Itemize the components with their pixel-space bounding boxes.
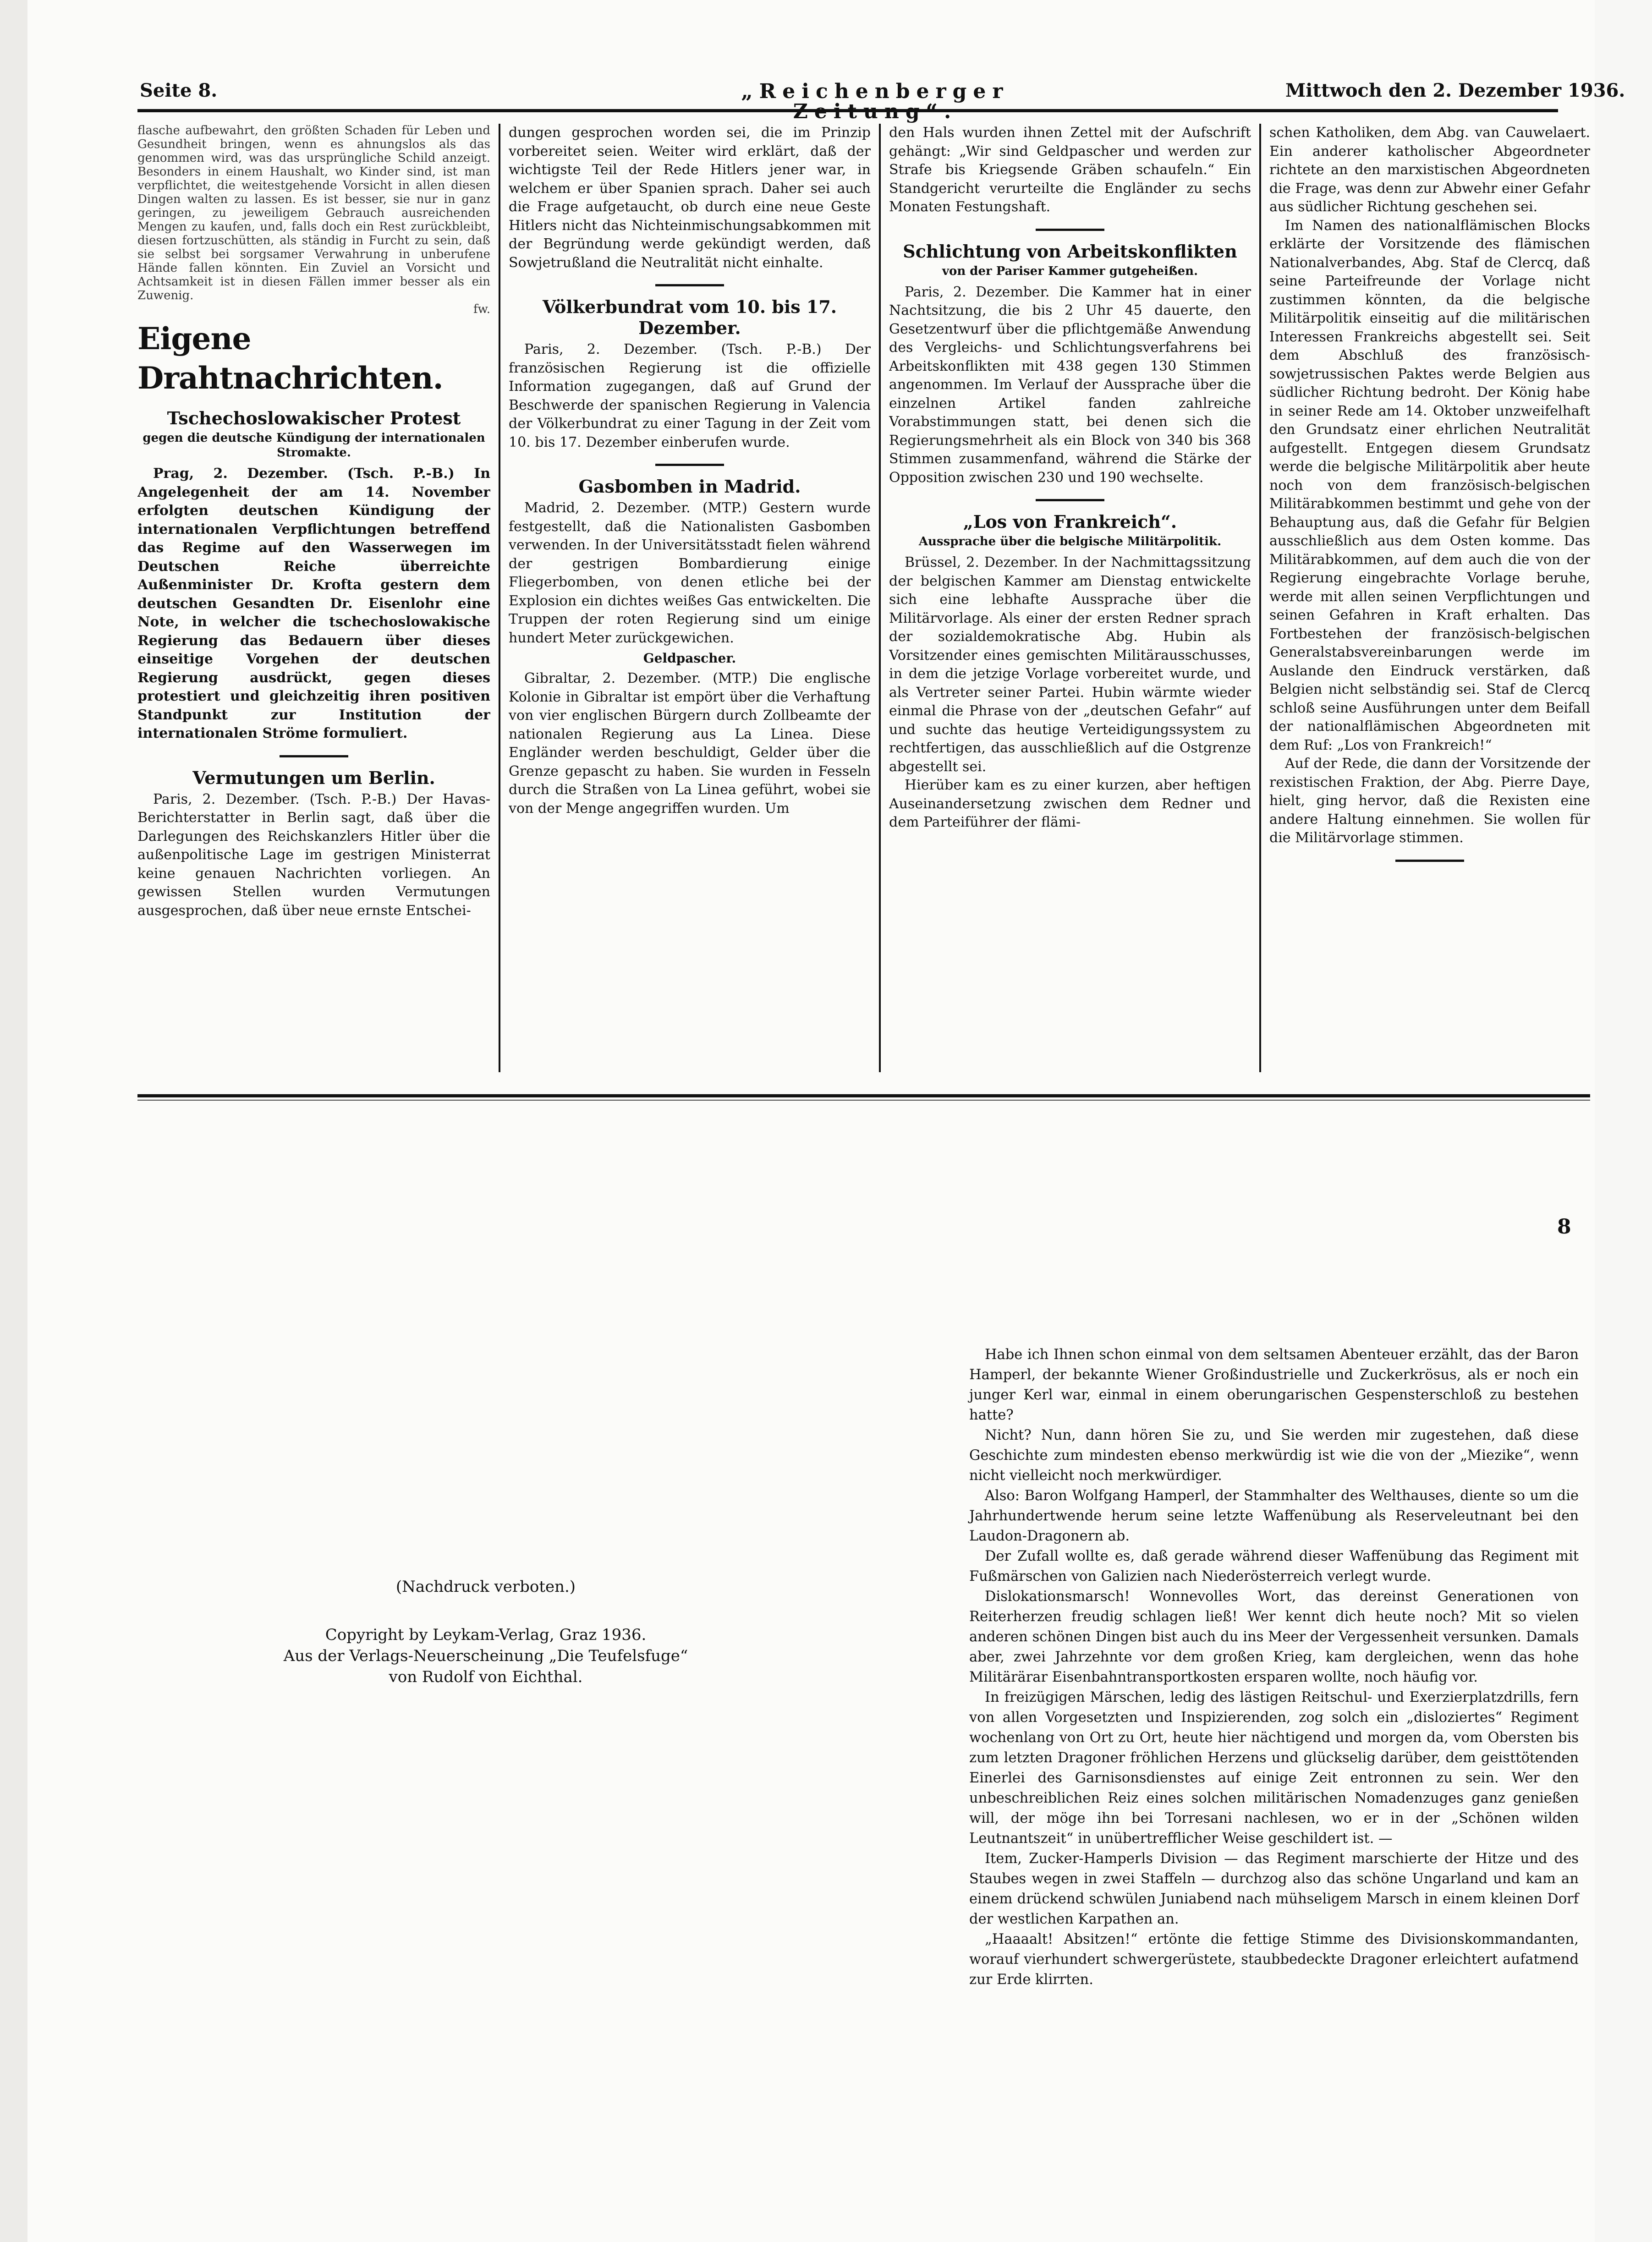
article-divider [655, 284, 724, 286]
page-number: Seite 8. [140, 80, 218, 101]
section-heading: Eigene Drahtnachrichten. [137, 321, 443, 396]
column-rule [879, 124, 881, 1072]
article-divider [1036, 499, 1104, 501]
column-rule [1259, 124, 1261, 1072]
article-title-berlin: Vermutungen um Berlin. [192, 767, 435, 788]
article-text-schlichtung: Paris, 2. Dezember. Die Kammer hat in einer Nachtsitzung, die bis 2 Uhr 45 dauerte, den Gesetzentwurf über die pflichtgemäße Anwendung des Vergleichs- und Schlichtungsverfahrens bei Arbeitskonflikten mit 438 gegen 130 Stimmen angenommen. Im Verlauf der Aussprache über die einzelnen Artikel fanden zahlreiche Vorabstimmungen statt, bei denen sich die Regierungsmehrheit als ein Block von 340 bis 368 Stimmen zusammenfand, während die Stärke der Opposition zwischen 230 und 190 wechselte. [889, 284, 1251, 486]
story-paragraph: In freizügigen Märschen, ledig des lästigen Reitschul- und Exerzierplatzdrills, fern von allen Vorgesetzten und Inspizierenden, zog solch ein „disloziertes“ Regiment wochenlang von Ort zu Ort, heute hier nächtigend und morgen da, vom Obersten bis zum letzten Dragoner fröhlichen Herzens und glückselig darüber, dem geisttötenden Einerlei des Garnisonsdienstes auf einige Zeit entronnen zu sein. Wer den unbeschreiblichen Reiz eines solchen militärischen Nomadenzuges ganz genießen will, der möge ihn bei Torresani nachlesen, wo er in der „Schönen wilden Leutnantszeit“ in unübertrefflicher Weise geschildert ist. — [969, 1689, 1579, 1847]
article-text-gasbomben: Madrid, 2. Dezember. (MTP.) Gestern wurde festgestellt, daß die Nationalisten Gasbomben verwenden. In der Universitätsstadt fielen während der gestrigen Bombardierung einige Fliegerbomben, von denen etliche bei der Explosion ein dichtes weißes Gas entwickelten. Die Truppen der roten Regierung sind um einige hundert Meter zurückgewichen. [509, 500, 871, 646]
article-text-belgium-3: Auf der Rede, die dann der Vorsitzende der rexistischen Fraktion, der Abg. Pierre Daye, hielt, ging hervor, daß die Rexisten eine andere Haltung einnehmen. Sie wollen für die Militärvorlage stimmen. [1269, 756, 1590, 846]
article-title-los-von-frankreich: „Los von Frankreich“. [963, 511, 1177, 532]
article-subtitle-schlichtung: von der Pariser Kammer gutgeheißen. [942, 264, 1198, 278]
section-rule [137, 1094, 1590, 1097]
copyright-line: Copyright by Leykam-Verlag, Graz 1936. [325, 1626, 647, 1644]
article-text-geldpascher-cont: den Hals wurden ihnen Zettel mit der Aufschrift gehängt: „Wir sind Geldpascher und werden zur Strafe bis Kriegsende Gräben schaufeln.“ Ein Standgericht verurteilte die Engländer zu sechs Monaten Festungshaft. [889, 125, 1251, 215]
article-title-gasbomben: Gasbomben in Madrid. [578, 476, 801, 497]
column-2 [509, 124, 871, 818]
column-3 [889, 124, 1251, 832]
scan-margin-left [0, 0, 27, 2242]
article-text-geldpascher: Gibraltar, 2. Dezember. (MTP.) Die englische Kolonie in Gibraltar ist empört über die Verhaftung von vier englischen Bürgern durch Zollbeamte der nationalen Regierung aus La Linea. Diese Engländer werden beschuldigt, Gelder über die Grenze gepascht zu haben. Sie wurden in Fesseln durch die Straßen von La Linea geführt, wobei sie von der Menge angegriffen wurden. Um [509, 670, 871, 817]
intro-article-text: flasche aufbewahrt, den größten Schaden für Leben und Gesundheit bringen, wenn es ahnungslos als das genommen wird, was das ursprüngliche Schild anzeigt. Besonders in einem Haushalt, wo Kinder sind, ist man verpflichtet, die weitestgehende Vorsicht in allen diesen Dingen walten zu lassen. Es ist besser, sie nur in ganz geringen, zu jeweiligem Gebrauch ausreichenden Mengen zu kaufen, und, falls doch ein Rest zurückbleibt, diesen fortzuschütten, als ständig in Furcht zu sein, daß sie selbst bei sorgsamer Verwahrung in unberufene Hände fallen könnten. Ein Zuviel an Vorsicht und Achtsamkeit ist in diesen Fällen immer besser als ein Zuwenig. [137, 124, 490, 302]
reprint-notice: (Nachdruck verboten.) [395, 1578, 576, 1596]
column-rule [499, 124, 500, 1072]
article-subtitle-los-von-frankreich: Aussprache über die belgische Militärpolitik. [918, 535, 1222, 548]
article-text-belgium-cont: schen Katholiken, dem Abg. van Cauwelaert. Ein anderer katholischer Abgeordneter richtete an den marxistischen Abgeordneten die Frage, was denn zur Abwehr einer Gefahr aus südlicher Richtung geschehen sei. [1269, 125, 1590, 215]
intro-signature: fw. [473, 302, 490, 316]
article-divider [280, 755, 348, 757]
article-text-berlin-cont: dungen gesprochen worden sei, die im Prinzip vorbereitet seien. Weiter wird erklärt, daß der wichtigste Teil der Rede Hitlers jener war, in welchem er über Spanien sprach. Daher sei auch die Frage aufgetaucht, ob durch eine neue Geste Hitlers nicht das Nichteinmischungsabkommen mit der Begründung werde gekündigt werden, daß Sowjetrußland die Neutralität nicht einhalte. [509, 125, 871, 271]
copyright-author: von Rudolf von Eichthal. [389, 1668, 583, 1686]
page-mark: 8 [1557, 1215, 1571, 1239]
article-divider [1395, 860, 1464, 862]
feuilleton-story [969, 1345, 1579, 1990]
issue-date: Mittwoch den 2. Dezember 1936. [1285, 80, 1625, 101]
copyright-source: Aus der Verlags-Neuerscheinung „Die Teufelsfuge“ [283, 1647, 688, 1665]
article-text-belgium-2: Im Namen des nationalflämischen Blocks erklärte der Vorsitzende des flämischen Nationalverbandes, Abg. Staf de Clercq, daß seine Parteifreunde der Vorlage nicht zustimmen könnten, da die belgische Militärpolitik einseitig auf die militärischen Interessen Frankreichs abgestellt sei. Seit dem Abschluß des französisch-sowjetrussischen Paktes werde Belgien aus südlicher Richtung bedroht. Der König habe in seiner Rede am 14. Oktober unzweifelhaft den Grundsatz einer ehrlichen Neutralität aufgestellt. Entgegen diesem Grundsatz werde die belgische Militärpolitik aber heute noch von dem französisch-belgischen Militärabkommen bestimmt und gehe von der Behauptung aus, daß die Gefahr für Belgien ausschließlich aus dem Osten komme. Das Militärabkommen, auf dem auch die von der Regierung eingebrachte Vorlage beruhe, werde mit allen seinen Verpflichtungen und seinen Gefahren in Kraft erhalten. Das Fortbestehen der französisch-belgischen Generalstabsvereinbarungen werde im Auslande den Eindruck verstärken, daß Belgien nicht selbständig sei. Staf de Clercq schloß seine Ausführungen unter dem Beifall der nationalflämischen Abgeordneten mit dem Ruf: „Los von Frankreich!“ [1269, 217, 1590, 753]
column-1 [137, 124, 490, 920]
article-title-geldpascher: Geldpascher. [643, 651, 736, 666]
story-paragraph: Also: Baron Wolfgang Hamperl, der Stammhalter des Welthauses, diente so um die Jahrhundertwende herum seine letzte Waffenübung als Reserveleutnant bei den Laudon-Dragonern ab. [969, 1488, 1579, 1544]
article-title-protest: Tschechoslowakischer Protest [167, 408, 461, 428]
copyright-block [220, 1624, 752, 1688]
section-rule-thin [137, 1100, 1590, 1101]
article-divider [1036, 229, 1104, 231]
article-title-voelkerbund: Völkerbundrat vom 10. bis 17. Dezember. [542, 296, 837, 338]
newspaper-title: „Reichenberger [741, 80, 1010, 103]
article-text-los-von-frankreich-2: Hierüber kam es zu einer kurzen, aber heftigen Auseinandersetzung zwischen dem Redner und dem Parteiführer der flämi- [889, 777, 1251, 830]
story-paragraph: Nicht? Nun, dann hören Sie zu, und Sie werden mir zugestehen, daß diese Geschichte zum mindesten ebenso merkwürdig ist wie die von der „Miezike“, wenn nicht vielleicht noch merkwürdiger. [969, 1427, 1579, 1484]
article-divider [655, 464, 724, 466]
article-text-protest: Prag, 2. Dezember. (Tsch. P.-B.) In Angelegenheit der am 14. November erfolgten deutschen Kündigung der internationalen Verpflichtungen betreffend das Regime auf den Wasserwegen im Deutschen Reiche überreichte Außenminister Dr. Krofta gestern dem deutschen Gesandten Dr. Eisenlohr eine Note, in welcher die tschechoslowakische Regierung das Bedauern über dieses einseitige Vorgehen der deutschen Regierung ausdrückt, gegen dieses protestiert und gleichzeitig ihren positiven Standpunkt zur Institution der internationalen Ströme formuliert. [137, 466, 490, 741]
story-paragraph: Dislokationsmarsch! Wonnevolles Wort, das dereinst Generationen von Reiterherzen freudig schlagen ließ! Wer kennt dich heute noch? Mit so vielen anderen schönen Dingen bist auch du ins Meer der Vergessenheit versunken. Damals aber, zwei Jahrzehnte vor dem großen Krieg, kam dergleichen, wenn das hohe Militärärar Eisenbahntransportkosten ersparen wollte, noch häufig vor. [969, 1589, 1579, 1685]
story-paragraph: Habe ich Ihnen schon einmal von dem seltsamen Abenteuer erzählt, das der Baron Hamperl, der bekannte Wiener Großindustrielle und Zuckerkrösus, als er noch ein junger Kerl war, einmal in einem oberungarischen Gespensterschloß zu bestehen hatte? [969, 1347, 1579, 1423]
story-paragraph: Item, Zucker-Hamperls Division — das Regiment marschierte der Hitze und des Staubes wegen in zwei Staffeln — durchzog also das schöne Ungarland und kam an einem drückend schwülen Juniabend nach mühseligem Marsch in einem kleinen Dorf der westlichen Karpathen an. [969, 1851, 1579, 1927]
article-text-voelkerbund: Paris, 2. Dezember. (Tsch. P.-B.) Der französischen Regierung ist die offizielle Information zugegangen, daß auf Grund der Beschwerde der spanischen Regierung in Valencia der Völkerbundrat zu einer Tagung in der Zeit vom 10. bis 17. Dezember einberufen wurde. [509, 341, 871, 450]
article-text-los-von-frankreich: Brüssel, 2. Dezember. In der Nachmittagssitzung der belgischen Kammer am Dienstag entwickelte sich eine lebhafte Aussprache über die Militärvorlage. Als einer der ersten Redner sprach der sozialdemokratische Abg. Hubin als Vorsitzender eines gemischten Militärausschusses, in dem die jetzige Vorlage vorbereitet wurde, und als Vertreter seiner Partei. Hubin wärmte wieder einmal die Phrase von der „deutschen Gefahr“ auf und suchte das heutige Verteidigungssystem zu rechtfertigen, das ausschließlich auf die Ostgrenze abgestellt sei. [889, 554, 1251, 775]
story-paragraph: Der Zufall wollte es, daß gerade während dieser Waffenübung das Regiment mit Fußmärschen von Galizien nach Niederösterreich verlegt wurde. [969, 1548, 1579, 1584]
story-paragraph: „Haaaalt! Absitzen!“ ertönte die fettige Stimme des Divisionskommandanten, worauf vierhundert schwergerüstete, staubbedeckte Dragoner erleichtert aufatmend zur Erde klirrten. [969, 1931, 1579, 1988]
article-subtitle-protest: gegen die deutsche Kündigung der internationalen Stromakte. [143, 431, 485, 460]
article-text-berlin: Paris, 2. Dezember. (Tsch. P.-B.) Der Havas-Berichterstatter in Berlin sagt, daß über die Darlegungen des Reichskanzlers Hitler über die außenpolitische Lage im gestrigen Ministerrat keine genauen Nachrichten vorliegen. An gewissen Stellen wurden Vermutungen ausgesprochen, daß über neue ernste Entschei- [137, 791, 490, 919]
column-4 [1269, 124, 1590, 867]
header-rule [137, 109, 1558, 112]
adjacent-page-strip [1595, 0, 1652, 2242]
article-title-schlichtung: Schlichtung von Arbeitskonflikten [903, 241, 1237, 262]
